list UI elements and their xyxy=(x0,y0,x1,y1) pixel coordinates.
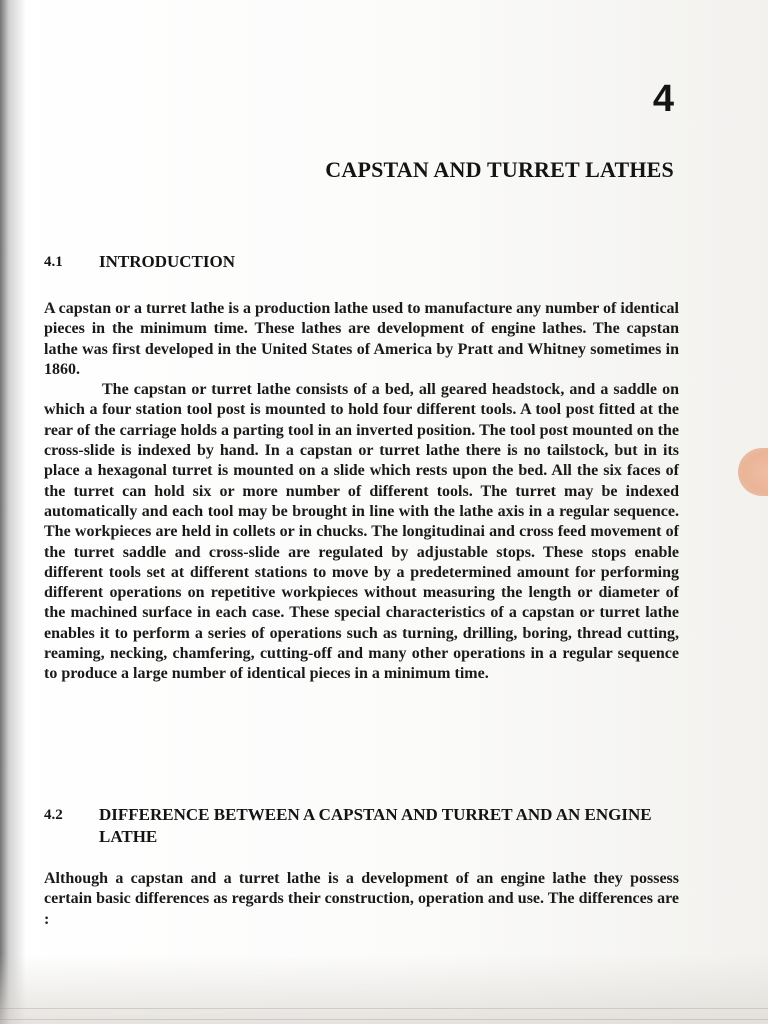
section-title: INTRODUCTION xyxy=(99,252,236,271)
finger-shape xyxy=(738,448,768,496)
page-edges xyxy=(0,1008,768,1020)
paragraph: A capstan or a turret lathe is a production lathe used to manufacture any number of identical pieces in the minimum time. These lathes are development of engine lathes. The capstan lathe was first developed in the United States of America by Pratt and Whitney sometimes in 1860. xyxy=(44,300,679,378)
chapter-number: 4 xyxy=(652,78,674,120)
section-body-intro xyxy=(44,299,679,685)
paragraph: Although a capstan and a turret lathe is a development of an engine lathe they possess certain basic differences as regards their construction, operation and use. The differences are : xyxy=(44,870,679,928)
section-number: 4.1 xyxy=(44,254,63,270)
spine-shadow xyxy=(0,0,26,1024)
section-title: DIFFERENCE BETWEEN A CAPSTAN AND TURRET AND AN ENGINE LATHE xyxy=(99,805,652,846)
section-body-difference xyxy=(44,869,679,930)
section-number: 4.2 xyxy=(44,807,63,823)
paragraph: The capstan or turret lathe consists of a bed, all geared headstock, and a saddle on which a four station tool post is mounted to hold four different tools. A tool post fitted at the rear of the carriage holds a parting tool in an inverted position. The tool post mounted on the cross-slide is indexed by hand. In a capstan or turret lathe there is no tailstock, but in its place a hexagonal turret is mounted on a slide which rests upon the bed. All the six faces of the turret can hold six or more number of different tools. The turret may be indexed automatically and each tool may be brought in line with the lathe axis in a regular sequence. The workpieces are held in collets or in chucks. The longitudinai and cross feed movement of the turret saddle and cross-slide are regulated by adjustable stops. These stops enable different tools set at different stations to move by a predetermined amount for performing different operations on repetitive workpieces without measuring the length or diameter of the machined surface in each case. These special characteristics of a capstan or turret lathe enables it to perform a series of operations such as turning, drilling, boring, thread cutting, reaming, necking, chamfering, cutting-off and many other operations in a regular sequence to produce a large number of identical pieces in a minimum time. xyxy=(44,381,679,683)
chapter-title: CAPSTAN AND TURRET LATHES xyxy=(325,157,674,182)
